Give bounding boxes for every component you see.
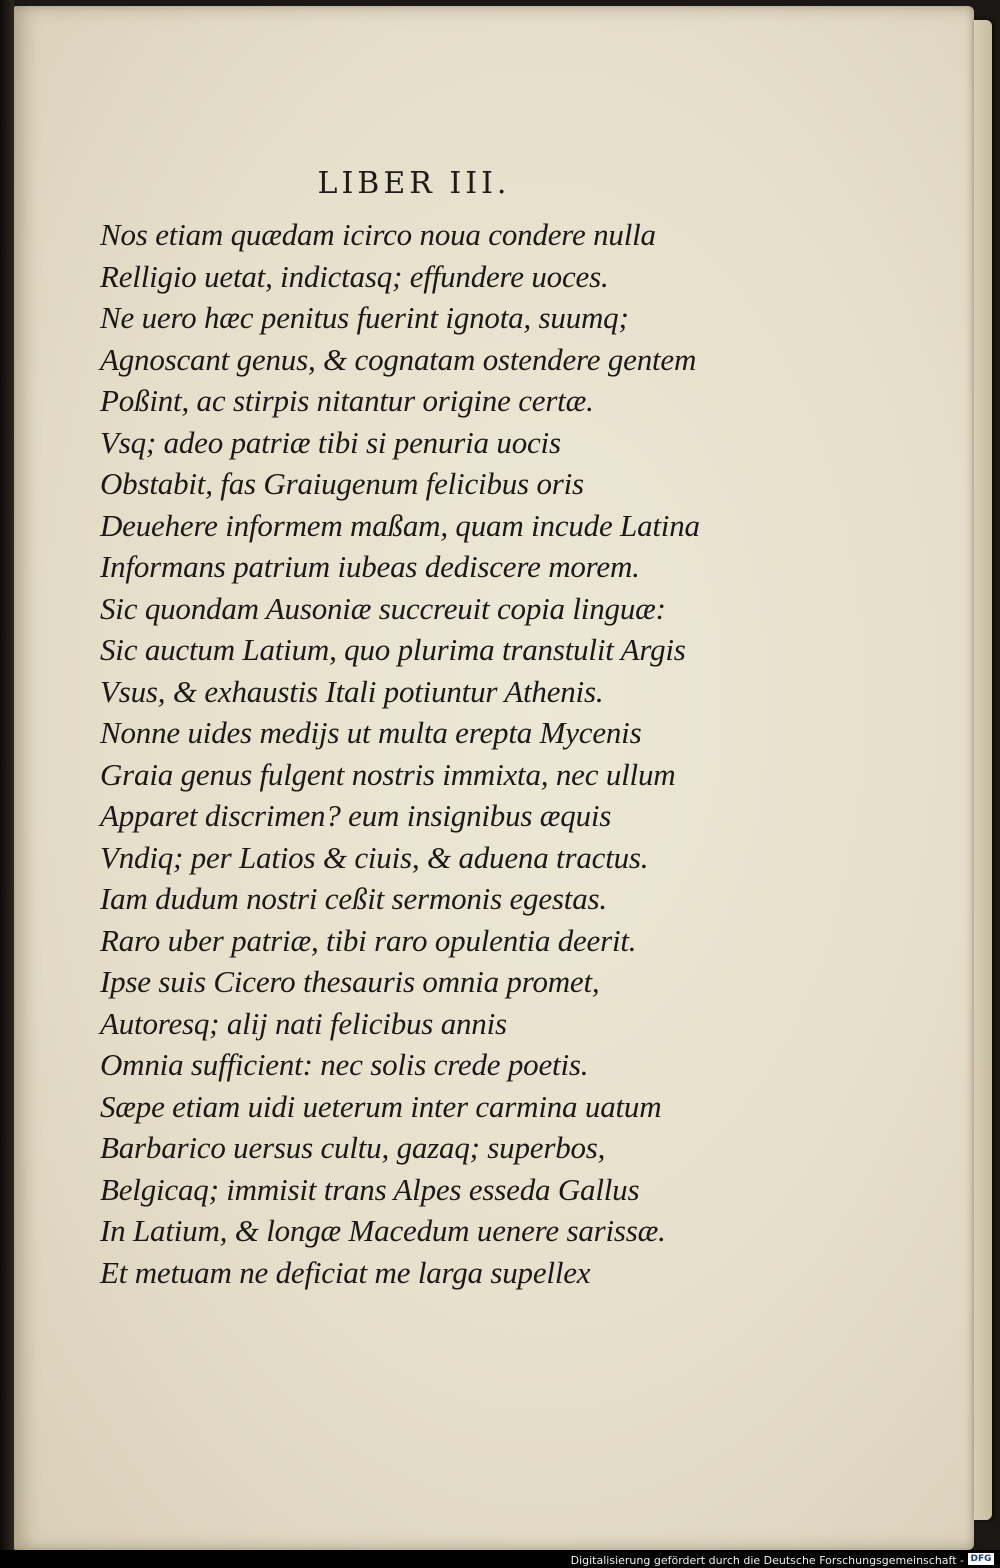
page-edge bbox=[974, 20, 992, 1520]
verse-line: Informans patrium iubeas dediscere morem. bbox=[100, 549, 640, 584]
verse-line: Ipse suis Cicero thesauris omnia promet, bbox=[100, 964, 600, 999]
verse-line: In Latium, & longæ Macedum uenere sarissæ. bbox=[100, 1213, 666, 1248]
verse-line: Vsq; adeo patriæ tibi si penuria uocis bbox=[100, 424, 561, 460]
verse-text bbox=[100, 214, 700, 1293]
verse-line: Ne uero hæc penitus fuerint ignota, suumq; bbox=[100, 300, 629, 335]
verse-line: Iam dudum nostri ceßit sermonis egestas. bbox=[100, 881, 607, 916]
verse-line: Nos etiam quædam icirco noua condere nulla bbox=[100, 217, 656, 252]
footer-bar bbox=[0, 1550, 1000, 1568]
verse-line: Vsus, & exhaustis Itali potiuntur Athenis. bbox=[100, 673, 604, 709]
verse-line: Nonne uides medijs ut multa erepta Mycenis bbox=[100, 715, 642, 750]
verse-line: Deuehere informem maßam, quam incude Latina bbox=[100, 507, 700, 543]
verse-line: Poßint, ac stirpis nitantur origine certæ. bbox=[100, 383, 594, 418]
verse-line: Graia genus fulgent nostris immixta, nec ullum bbox=[100, 756, 676, 792]
verse-line: Et metuam ne deficiat me larga supellex bbox=[100, 1254, 591, 1290]
verse-line: Agnoscant genus, & cognatam ostendere gentem bbox=[100, 341, 697, 377]
verse-line: Apparet discrimen? eum insignibus æquis bbox=[100, 798, 612, 833]
digitization-credit: Digitalisierung gefördert durch die Deutsche Forschungsgemeinschaft - bbox=[570, 1554, 964, 1567]
verse-line: Sæpe etiam uidi ueterum inter carmina uatum bbox=[100, 1088, 662, 1124]
verse-line: Vndiq; per Latios & ciuis, & aduena tractus. bbox=[100, 839, 649, 875]
verse-line: Omnia sufficient: nec solis crede poetis. bbox=[100, 1047, 589, 1082]
book-page bbox=[14, 6, 974, 1550]
book-spine-shadow bbox=[0, 0, 14, 1568]
verse-line: Sic auctum Latium, quo plurima transtulit Argis bbox=[100, 632, 686, 667]
verse-line: Sic quondam Ausoniæ succreuit copia linguæ: bbox=[100, 590, 666, 626]
verse-line: Raro uber patriæ, tibi raro opulentia deerit. bbox=[100, 922, 637, 958]
verse-line: Obstabit, fas Graiugenum felicibus oris bbox=[100, 466, 584, 501]
verse-line: Belgicaq; immisit trans Alpes esseda Gallus bbox=[100, 1171, 640, 1207]
verse-line: Autoresq; alij nati felicibus annis bbox=[100, 1005, 507, 1041]
verse-line: Barbarico uersus cultu, gazaq; superbos, bbox=[100, 1130, 606, 1165]
verse-line: Relligio uetat, indictasq; effundere uoces. bbox=[100, 258, 609, 294]
running-head: LIBER III. bbox=[317, 166, 511, 201]
dfg-logo-icon: DFG bbox=[968, 1553, 994, 1565]
